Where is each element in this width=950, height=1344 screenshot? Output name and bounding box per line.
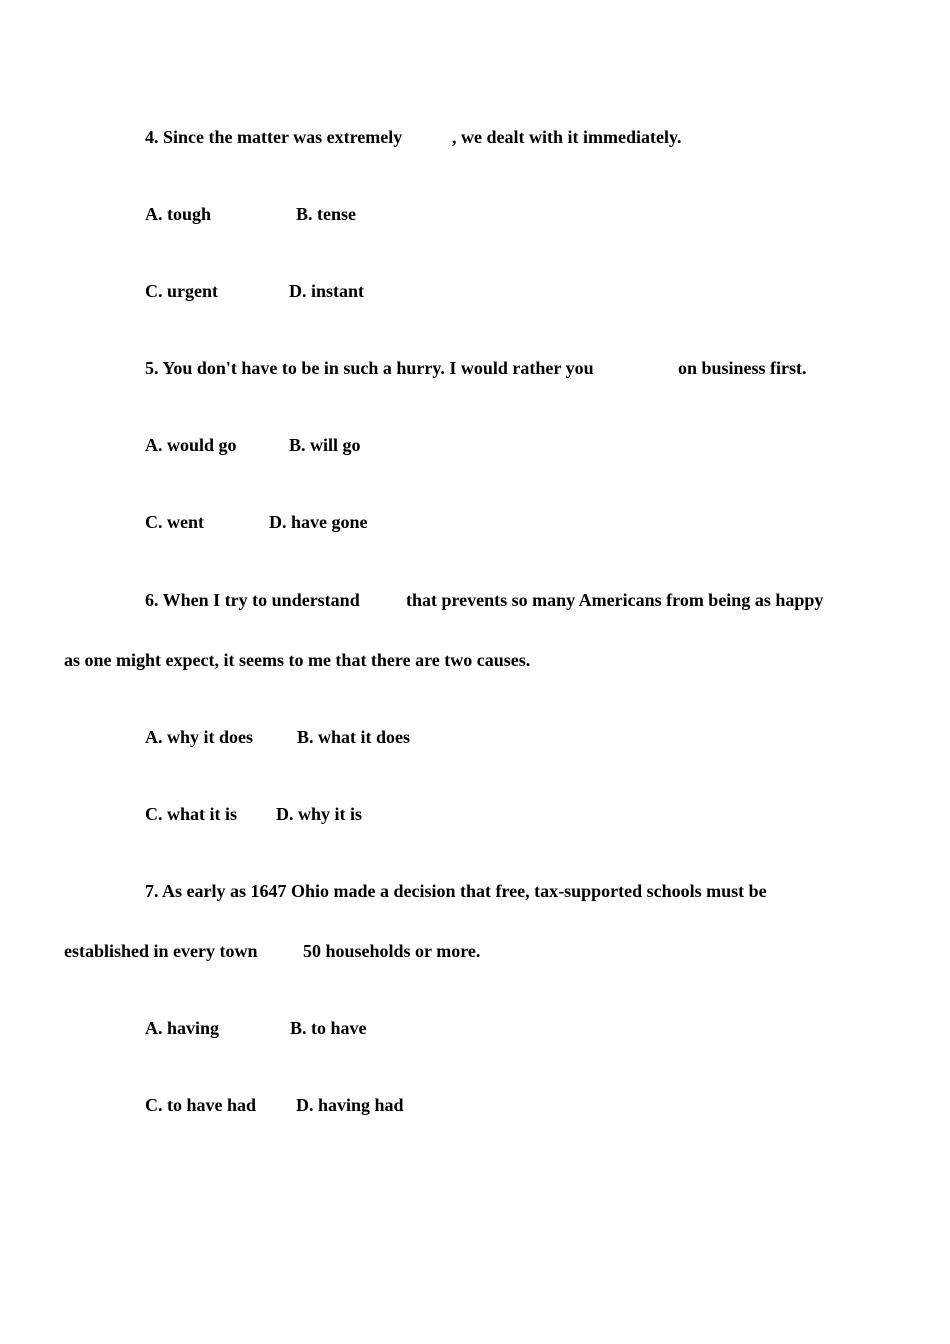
- option-d: D. instant: [289, 281, 365, 301]
- option-b: B. tense: [296, 204, 356, 224]
- question-6-text-before: 6. When I try to understand: [145, 590, 360, 610]
- option-b: B. to have: [290, 1018, 367, 1038]
- question-5-text-after: on business first.: [678, 358, 807, 378]
- option-c: C. urgent: [145, 281, 218, 301]
- question-6-stem-line2: as one might expect, it seems to me that there are two causes.: [64, 650, 531, 670]
- question-7-text-before: established in every town: [64, 941, 258, 961]
- option-c: C. to have had: [145, 1095, 257, 1115]
- question-4-text-after: , we dealt with it immediately.: [452, 127, 682, 147]
- question-5-text-before: 5. You don't have to be in such a hurry. I would rather you: [145, 358, 594, 378]
- option-a: A. tough: [145, 204, 212, 224]
- option-b: B. will go: [289, 435, 361, 455]
- option-d: D. why it is: [276, 804, 363, 824]
- option-d: D. have gone: [269, 512, 368, 532]
- question-7-stem: 7. As early as 1647 Ohio made a decision that free, tax-supported schools must be: [145, 881, 767, 901]
- question-7-text-after: 50 households or more.: [303, 941, 481, 961]
- question-6-text-after: that prevents so many Americans from being as happy: [406, 590, 824, 610]
- question-4-text-before: 4. Since the matter was extremely: [145, 127, 403, 147]
- option-c: C. went: [145, 512, 204, 532]
- option-d: D. having had: [296, 1095, 404, 1115]
- option-a: A. having: [145, 1018, 220, 1038]
- option-c: C. what it is: [145, 804, 238, 824]
- option-a: A. why it does: [145, 727, 254, 747]
- option-a: A. would go: [145, 435, 237, 455]
- option-b: B. what it does: [297, 727, 411, 747]
